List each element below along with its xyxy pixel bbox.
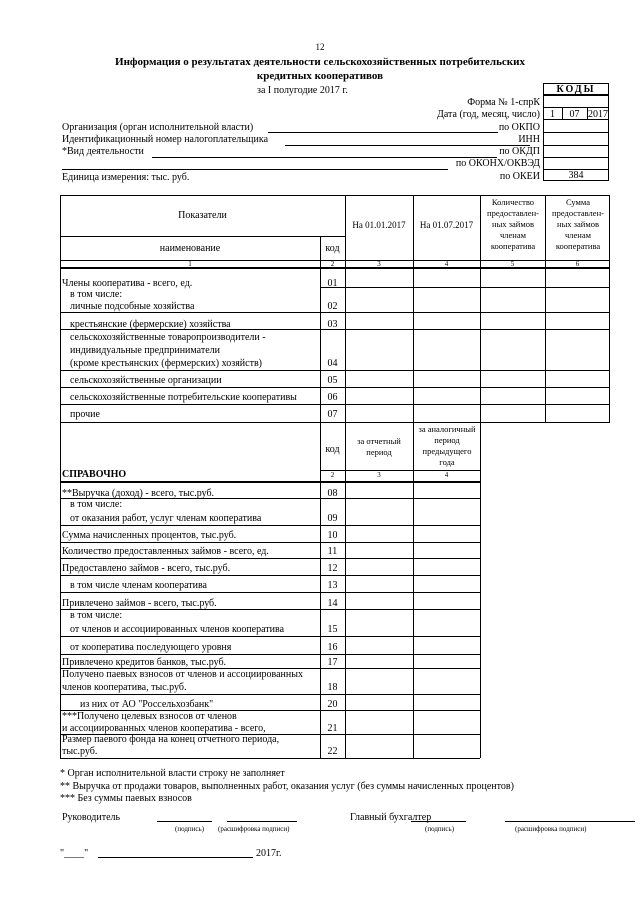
header-sum: Сумма предоставлен-ных займов членам кооператива <box>552 197 604 251</box>
t1-row-code: 06 <box>327 392 338 403</box>
footnote-1: * Орган исполнительной власти строку не заполняет <box>60 768 285 779</box>
t1-row-name: индивидуальные предприниматели <box>70 345 220 356</box>
inn-code-label: ИНН <box>518 134 540 145</box>
codes-label: КОДЫ <box>556 84 596 95</box>
footnote-2: ** Выручка от продажи товаров, выполненных работ, оказания услуг (без суммы начисленных процентов) <box>60 781 514 792</box>
t2-colnum-2: 2 <box>330 471 335 479</box>
t1-row-code: 03 <box>327 319 338 330</box>
t2-row-code: 22 <box>327 746 338 757</box>
t1-row-code: 04 <box>327 358 338 369</box>
t2-row-code: 13 <box>327 580 338 591</box>
header-date2: На 01.07.2017 <box>419 220 474 230</box>
date-day-field[interactable]: "____" <box>60 848 89 859</box>
t1-row-name: в том числе: <box>70 289 123 300</box>
t1-row-name: сельскохозяйственные организации <box>70 375 222 386</box>
header-name: наименование <box>159 243 221 254</box>
t2-row-name: от оказания работ, услуг членам кооператива <box>70 513 262 524</box>
t2-row-code: 10 <box>327 530 338 541</box>
colnum-4: 4 <box>444 260 449 268</box>
accountant-decode-caption: (расшифровка подписи) <box>515 825 587 833</box>
okei-label: по ОКЕИ <box>499 171 540 182</box>
date-month: 07 <box>569 109 580 120</box>
page-number: 12 <box>315 42 325 52</box>
t2-row-code: 08 <box>327 488 338 499</box>
t1-row-name: прочие <box>70 409 100 420</box>
t2-row-name: членов кооператива, тыс.руб. <box>62 682 187 693</box>
t2-row-code: 11 <box>327 546 338 557</box>
t2-row-code: 20 <box>327 699 338 710</box>
t2-header-code: код <box>325 444 340 455</box>
t2-row-name: в том числе членам кооператива <box>70 580 207 591</box>
t1-row-code: 07 <box>327 409 338 420</box>
header-date1: На 01.01.2017 <box>352 220 406 230</box>
date-month-line[interactable] <box>98 857 253 858</box>
colnum-2: 2 <box>330 260 335 268</box>
head-decode-caption: (расшифровка подписи) <box>218 825 290 833</box>
t1-row-name: сельскохозяйственные товаропроизводители - <box>70 332 266 343</box>
date-year-suffix: 2017г. <box>256 848 282 859</box>
accountant-label: Главный бухгалтер <box>350 812 432 823</box>
date-year: 2017 <box>588 109 608 120</box>
t2-row-name: от членов и ассоциированных членов кооператива <box>70 624 285 635</box>
t2-row-name: Получено паевых взносов от членов и ассоциированных <box>62 669 303 680</box>
t2-row-name: **Выручка (доход) - всего, тыс.руб. <box>62 488 215 499</box>
t2-row-name: Привлечено займов - всего, тыс.руб. <box>62 598 217 609</box>
colnum-1: 1 <box>188 260 192 268</box>
t2-row-code: 09 <box>327 513 338 524</box>
t1-row-code: 02 <box>327 301 338 312</box>
t2-row-code: 12 <box>327 563 338 574</box>
accountant-signature-caption: (подпись) <box>425 825 455 833</box>
inn-label: Идентификационный номер налогоплательщика <box>62 134 269 145</box>
t2-row-name: и ассоциированных членов кооператива - всего, <box>62 723 266 734</box>
header-indicators: Показатели <box>178 210 227 221</box>
activity-input-line-2[interactable] <box>62 169 448 170</box>
reference-title: СПРАВОЧНО <box>62 469 127 480</box>
t1-row-code: 05 <box>327 375 338 386</box>
t2-colnum-4: 4 <box>444 471 449 479</box>
codes-header <box>543 83 609 95</box>
period-label: за I полугодие 2017 г. <box>257 85 348 96</box>
colnum-5: 5 <box>510 260 515 268</box>
t1-row-name: Члены кооператива - всего, ед. <box>62 278 193 289</box>
t2-row-code: 14 <box>327 598 338 609</box>
colnum-6: 6 <box>575 260 580 268</box>
t2-row-name: ***Получено целевых взносов от членов <box>62 711 237 722</box>
t2-row-name: в том числе: <box>70 499 123 510</box>
header-code: код <box>325 243 340 254</box>
t2-colnum-3: 3 <box>377 471 381 479</box>
footnote-3: *** Без суммы паевых взносов <box>60 793 192 804</box>
t1-row-name: сельскохозяйственные потребительские кооперативы <box>70 392 297 403</box>
t2-row-name: от кооператива последующего уровня <box>70 642 232 653</box>
okdp-label: по ОКДП <box>499 146 540 157</box>
head-signature-caption: (подпись) <box>175 825 205 833</box>
head-signature-line[interactable] <box>157 821 212 822</box>
t1-row-name: личные подсобные хозяйства <box>70 301 195 312</box>
t2-header-prev: за аналогичный период предыдущего года <box>418 424 476 467</box>
t1-row-name: (кроме крестьянских (фермерских) хозяйств) <box>70 358 263 369</box>
t2-row-code: 16 <box>327 642 338 653</box>
date-label: Дата (год, месяц, число) <box>437 109 540 120</box>
accountant-decode-line[interactable] <box>505 821 635 822</box>
head-decode-line[interactable] <box>227 821 297 822</box>
t2-row-name: Количество предоставленных займов - всего, ед. <box>62 546 269 557</box>
t2-row-name: Предоставлено займов - всего, тыс.руб. <box>62 563 231 574</box>
head-label: Руководитель <box>62 812 121 823</box>
t2-row-name: из них от АО "Россельхозбанк" <box>80 699 214 710</box>
t2-header-current: за отчетный период <box>357 436 401 457</box>
form-label: Форма № 1-спрК <box>467 97 540 108</box>
date-day: 1 <box>550 109 555 120</box>
accountant-signature-line[interactable] <box>411 821 466 822</box>
activity-label: *Вид деятельности <box>62 146 144 157</box>
t2-row-name: тыс.руб. <box>62 746 98 757</box>
t2-row-code: 17 <box>327 657 338 668</box>
unit-label: Единица измерения: тыс. руб. <box>62 172 190 183</box>
t2-row-name: Размер паевого фонда на конец отчетного периода, <box>62 734 280 745</box>
header-count: Количество предоставлен-ных займов членам кооператива <box>487 197 539 251</box>
colnum-3: 3 <box>377 260 381 268</box>
okei-value: 384 <box>568 170 584 181</box>
okpo-label: по ОКПО <box>498 122 540 133</box>
t2-row-name: в том числе: <box>70 610 123 621</box>
t1-row-name: крестьянские (фермерские) хозяйства <box>70 319 231 330</box>
t2-row-code: 18 <box>327 682 338 693</box>
t2-row-name: Сумма начисленных процентов, тыс.руб. <box>62 530 237 541</box>
t2-row-code: 15 <box>327 624 338 635</box>
org-label: Организация (орган исполнительной власти) <box>62 122 254 133</box>
okonh-label: по ОКОНХ/ОКВЭД <box>455 158 540 169</box>
t2-row-code: 21 <box>327 723 338 734</box>
t1-row-code: 01 <box>327 278 338 289</box>
page-title: Информация о результатах деятельности сельскохозяйственных потребительских кредитных кооперативов <box>115 56 525 82</box>
t2-row-name: Привлечено кредитов банков, тыс.руб. <box>62 657 227 668</box>
